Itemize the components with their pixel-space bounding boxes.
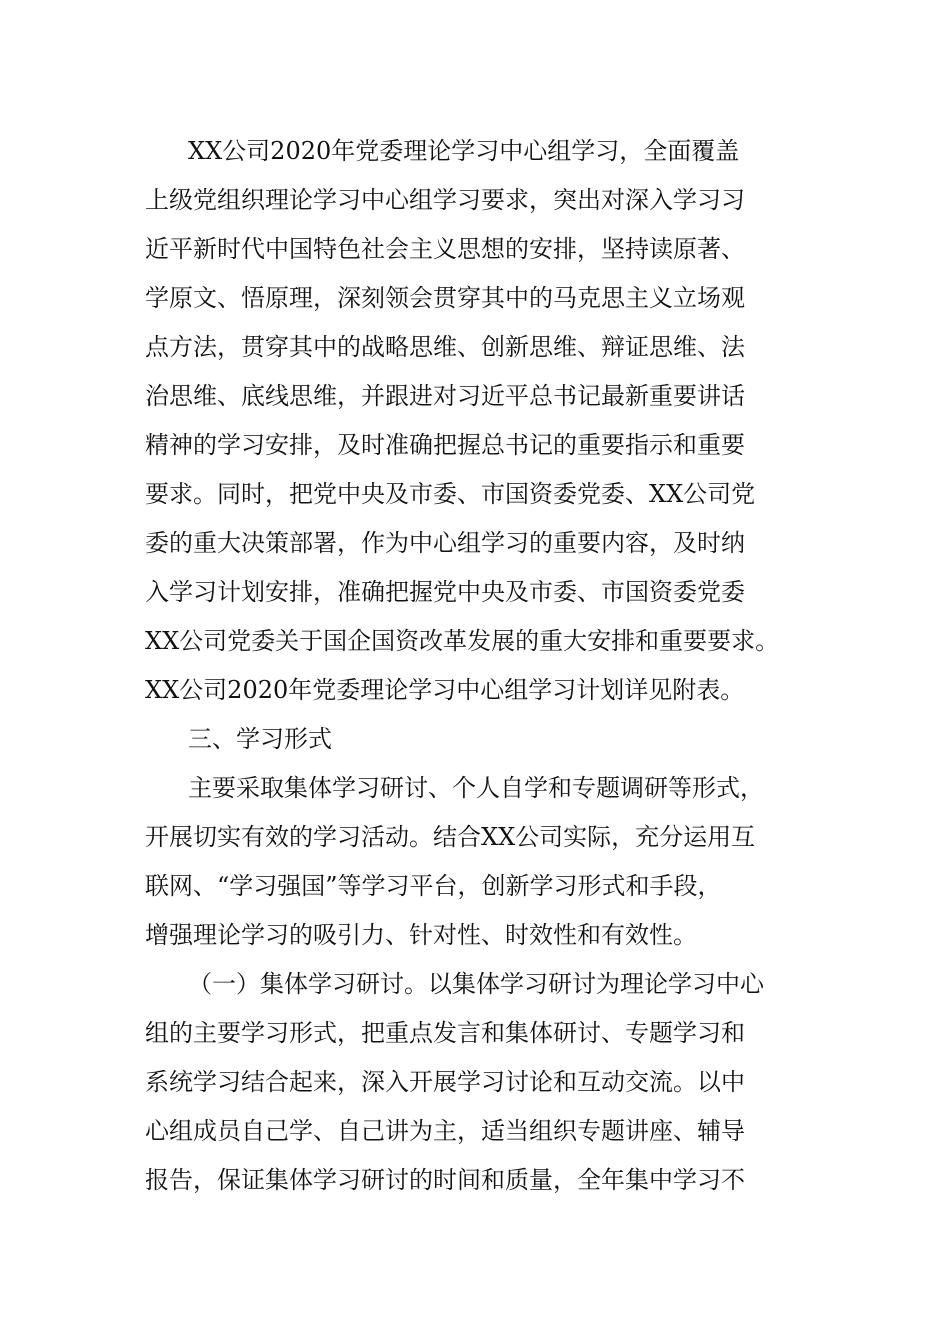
paragraph-3-line-1: （一）集体学习研讨。以集体学习研讨为理论学习中心 — [188, 970, 764, 998]
paragraph-1-line-2: 上级党组织理论学习中心组学习要求，突出对深入学习习 — [145, 186, 745, 214]
paragraph-1-line-8: 要求。同时，把党中央及市委、市国资委党委、XX公司党 — [145, 480, 756, 508]
paragraph-1-line-9: 委的重大决策部署，作为中心组学习的重要内容，及时纳 — [145, 529, 745, 557]
paragraph-2-line-1: 主要采取集体学习研讨、个人自学和专题调研等形式， — [188, 774, 764, 802]
paragraph-2-line-2: 开展切实有效的学习活动。结合XX公司实际，充分运用互 — [145, 823, 756, 851]
paragraph-3-line-2: 组的主要学习形式，把重点发言和集体研讨、专题学习和 — [145, 1019, 745, 1047]
paragraph-1-line-10: 入学习计划安排，准确把握党中央及市委、市国资委党委 — [145, 578, 745, 606]
paragraph-1-line-6: 治思维、底线思维，并跟进对习近平总书记最新重要讲话 — [145, 382, 745, 410]
paragraph-3-line-3: 系统学习结合起来，深入开展学习讨论和互动交流。以中 — [145, 1068, 745, 1096]
paragraph-1-line-12: XX公司2020年党委理论学习中心组学习计划详见附表。 — [145, 676, 745, 704]
paragraph-2-line-4: 增强理论学习的吸引力、针对性、时效性和有效性。 — [145, 921, 697, 949]
paragraph-3-line-5: 报告，保证集体学习研讨的时间和质量，全年集中学习不 — [145, 1166, 745, 1194]
paragraph-3-line-4: 心组成员自己学、自己讲为主，适当组织专题讲座、辅导 — [145, 1117, 745, 1145]
paragraph-2-line-3: 联网、“学习强国”等学习平台，创新学习形式和手段， — [145, 872, 722, 900]
paragraph-1-line-5: 点方法，贯穿其中的战略思维、创新思维、辩证思维、法 — [145, 333, 745, 361]
section-heading: 三、学习形式 — [188, 725, 332, 753]
paragraph-1-line-11: XX公司党委关于国企国资改革发展的重大安排和重要要求。 — [145, 627, 780, 655]
paragraph-1-line-3: 近平新时代中国特色社会主义思想的安排，坚持读原著、 — [145, 235, 745, 263]
paragraph-1-line-4: 学原文、悟原理，深刻领会贯穿其中的马克思主义立场观 — [145, 284, 745, 312]
paragraph-1-line-1: XX公司2020年党委理论学习中心组学习，全面覆盖 — [188, 137, 740, 165]
paragraph-1-line-7: 精神的学习安排，及时准确把握总书记的重要指示和重要 — [145, 431, 745, 459]
